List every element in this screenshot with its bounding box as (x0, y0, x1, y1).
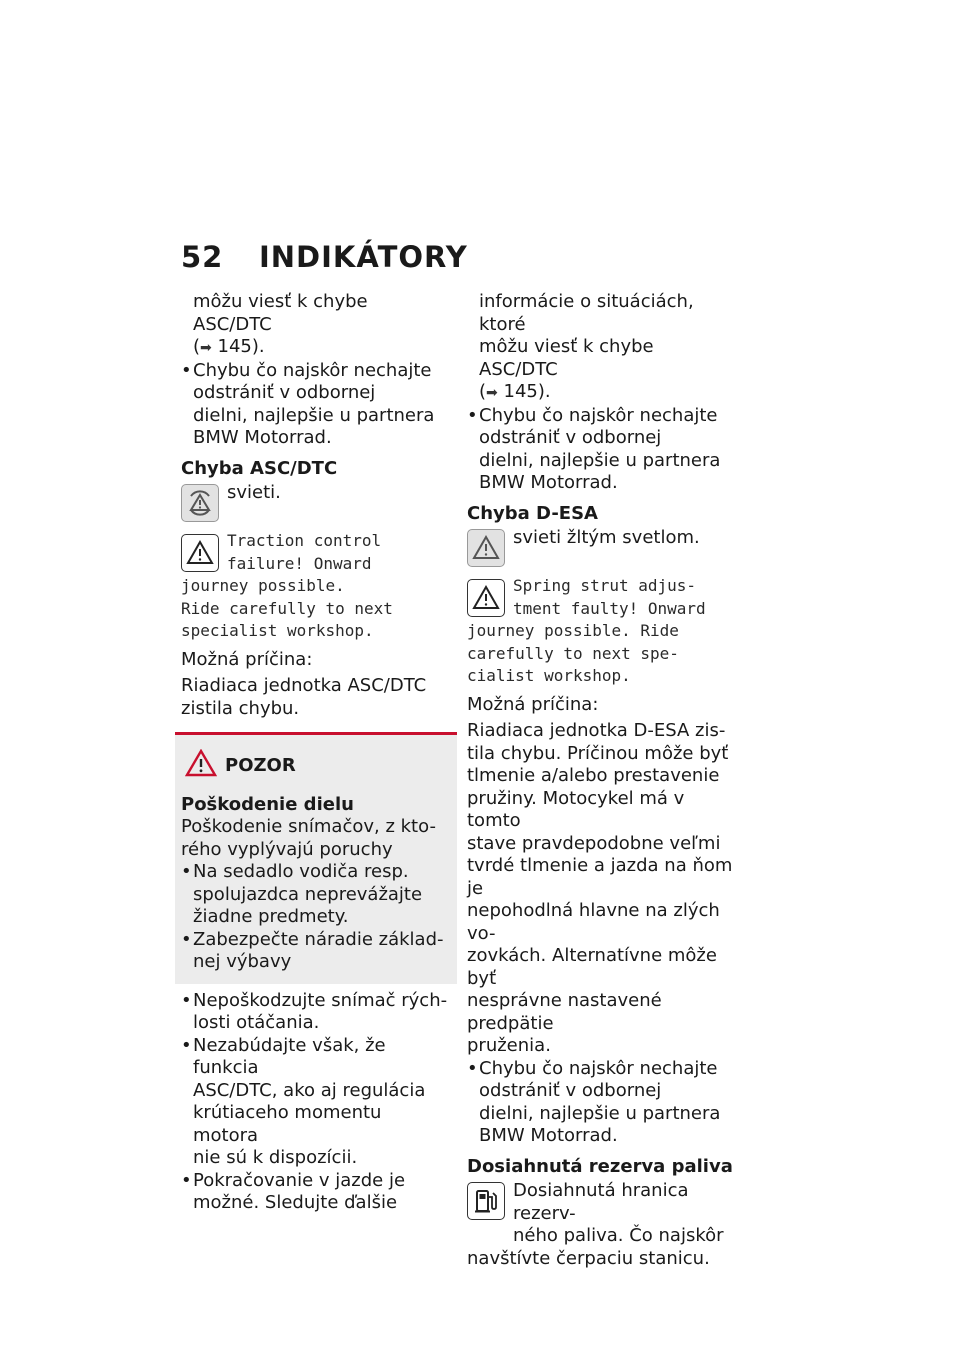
left-column (181, 291, 451, 1215)
bullet-item: • Nepoškodzujte snímač rých- losti otáčania. (181, 990, 451, 1035)
page-reference: (➡ 145). (479, 381, 551, 402)
indicator-row (181, 482, 451, 524)
bullet-item: • Chybu čo najskôr nechajte odstrániť v odbornej dielni, najlepšie u partnera BMW Motorrad. (467, 405, 737, 495)
warning-header (181, 749, 451, 784)
indicator-row (467, 527, 737, 569)
page-reference: (➡ 145). (193, 336, 265, 357)
warning-triangle-icon (467, 579, 505, 617)
section-title-fuel-reserve: Dosiahnutá rezerva paliva (467, 1155, 733, 1177)
page-header (181, 240, 468, 274)
display-message: Spring strut adjus- tment faulty! Onward journey possible. Ride carefully to next spe- cialist workshop. (467, 576, 706, 685)
cause-label: Možná príčina: (181, 648, 313, 670)
cause-text: Riadiaca jednotka ASC/DTC zistila chybu. (181, 675, 427, 719)
bullet-item: • Chybu čo najskôr nechajte odstrániť v odbornej dielni, najlepšie u partnera BMW Motorrad. (181, 360, 451, 450)
warning-bullet: • Zabezpečte náradie základ- nej výbavy (181, 929, 451, 974)
bullet-item: • Pokračovanie v jazde je možné. Sledujte ďalšie (181, 1170, 451, 1215)
page-title: INDIKÁTORY (259, 240, 468, 274)
indicator-status: svieti žltým svetlom. (513, 527, 700, 548)
warning-title: POZOR (225, 755, 296, 776)
indicator-row: Dosiahnutá hranica rezerv- ného paliva. Čo najskôr navštívte čerpaciu stanicu. (467, 1180, 724, 1269)
arrow-ref-icon: ➡ (200, 340, 212, 356)
bullet-item: • Nezabúdajte však, že funkcia ASC/DTC, ako aj regulácia krútiaceho momentu motora nie sú k dispozícii. (181, 1035, 451, 1170)
page-number: 52 (181, 240, 224, 274)
cause-text: Riadiaca jednotka D-ESA zis- tila chybu. Príčinou môže byť tlmenie a/alebo prestavenie pružiny. Motocykel má v tomto stave pravdepodobne veľmi tvrdé tlmenie a jazda na ňom je nepohodlná hlavne na zlých vo- zovkách. Alternatívne môže byť nesprávne nastavené predpätie pruženia. (467, 720, 733, 1056)
right-column: informácie o situáciách, ktoré môžu viesť k chybe ASC/DTC (➡ 145). • Chybu čo najskôr nechajte odstrániť v odbornej dielni, najlepšie u partnera BMW Motorrad. Chyba D-ESA svieti žltým svetlom. Spring strut adjus- tment faulty! Onward journey possible. Ride carefully to next spe- cialist workshop. Možná príčina: Riadiaca jednotka D-ESA zis- tila chybu. Príčinou môže byť tlmenie a/alebo prestavenie pružiny. Motocykel má v tomto stave pravdepodobne veľmi tvrdé tlmenie a jazda na ňom je nepohodlná hlavne na zlých vo- zovkách. Alternatívne môže byť nesprávne nastavené predpätie pruženia. • Chybu čo najskôr nechajte odstrániť v odbornej dielni, najlepšie u partnera BMW Motorrad. Dosiahnutá rezerva paliva Dosiahnutá hranica rezerv- ného paliva. Čo najskôr navštívte čerpaciu stanicu. (467, 291, 737, 1270)
section-title-asc-dtc: Chyba ASC/DTC (181, 457, 338, 479)
arrow-ref-icon: ➡ (486, 385, 498, 401)
bullet-item: • Chybu čo najskôr nechajte odstrániť v odbornej dielni, najlepšie u partnera BMW Motorrad. (467, 1058, 737, 1148)
asc-dtc-indicator-icon (181, 484, 219, 522)
cause-label: Možná príčina: (467, 693, 599, 715)
warning-triangle-icon (185, 749, 217, 784)
d-esa-indicator-icon (467, 529, 505, 567)
warning-triangle-icon (181, 534, 219, 572)
warning-subtitle: Poškodenie dielu (181, 793, 354, 815)
fuel-pump-icon (467, 1182, 505, 1220)
continued-text: môžu viesť k chybe ASC/DTC (193, 291, 368, 335)
section-title-d-esa: Chyba D-ESA (467, 502, 598, 524)
warning-box: POZOR Poškodenie dielu Poškodenie snímačov, z kto- rého vyplývajú poruchy • Na sedadlo vodiča resp. spolujazdca neprevážajte žiadne predmety. • Zabezpečte náradie základ- nej výbavy (175, 732, 457, 984)
continued-text: informácie o situáciách, ktoré (479, 291, 694, 335)
display-message: Traction control failure! Onward journey possible. Ride carefully to next specialist workshop. (181, 531, 393, 640)
indicator-status: svieti. (227, 482, 281, 503)
warning-bullet: • Na sedadlo vodiča resp. spolujazdca neprevážajte žiadne predmety. (181, 861, 451, 929)
